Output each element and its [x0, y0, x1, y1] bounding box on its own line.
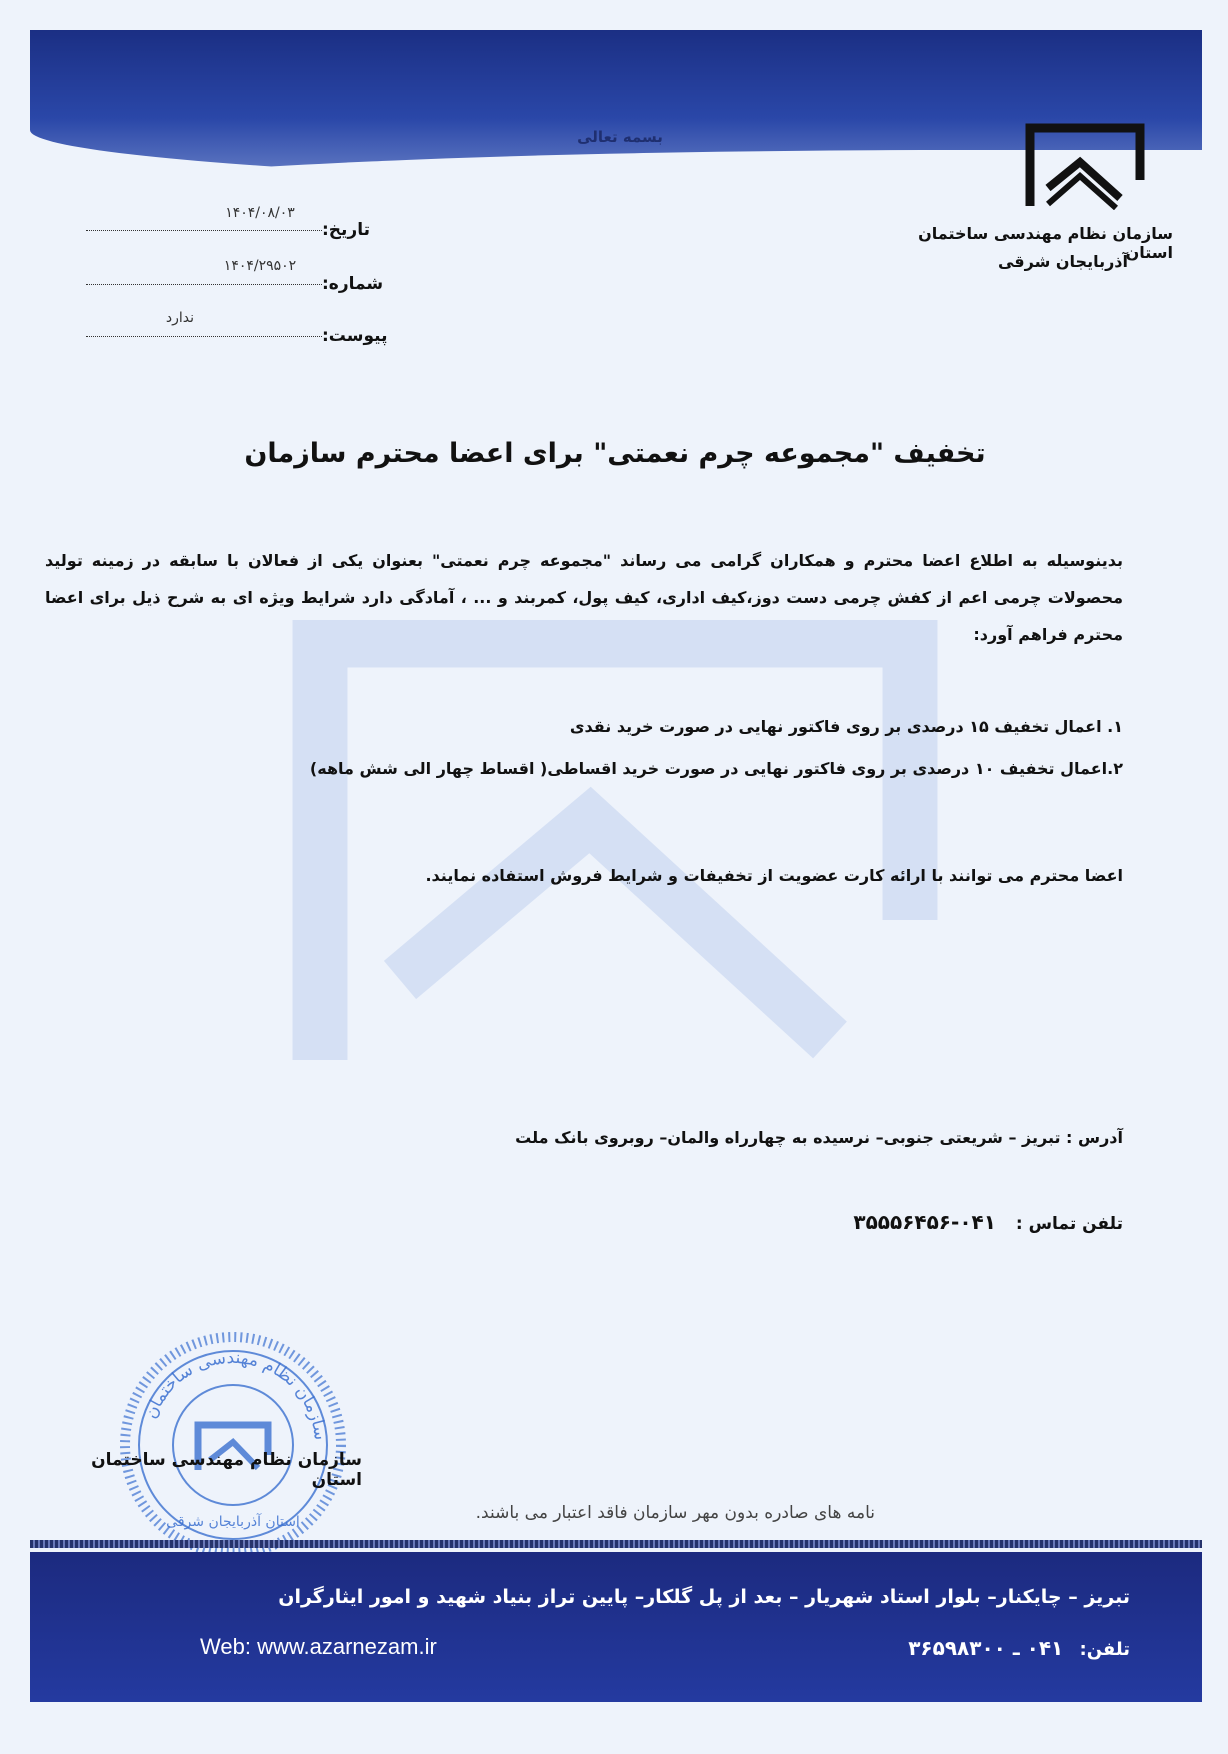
number-line: [86, 284, 322, 285]
validity-note: نامه های صادره بدون مهر سازمان فاقد اعتبار می باشند.: [475, 1503, 875, 1523]
org-province: آذربایجان شرقی: [997, 252, 1128, 271]
org-name: سازمان نظام مهندسی ساختمان استان: [918, 224, 1173, 262]
vendor-address: آدرس : تبریز – شریعتی جنوبی– نرسیده به چهارراه والمان– روبروی بانک ملت: [515, 1128, 1123, 1147]
phone-number: ۰۴۱-۳۵۵۵۶۴۵۶: [853, 1210, 996, 1234]
footer-phone-number: ۰۴۱ ـ ۳۶۵۹۸۳۰۰: [908, 1636, 1064, 1660]
bismillah: بسمه تعالی: [577, 128, 663, 146]
closing-text: اعضا محترم می توانند با ارائه کارت عضویت از تخفیفات و شرایط فروش استفاده نمایند.: [425, 866, 1123, 885]
letter-title: تخفیف "مجموعه چرم نعمتی" برای اعضا محترم سازمان: [244, 438, 986, 469]
vendor-phone: [500, 1210, 1123, 1234]
phone-label: تلفن تماس :: [1015, 1214, 1123, 1234]
footer-phone-label: تلفن:: [1079, 1639, 1130, 1660]
footer-phone: [908, 1636, 1130, 1660]
list-item: ۲.اعمال تخفیف ۱۰ درصدی بر روی فاکتور نهایی در صورت خرید اقساطی( اقساط چهار الی شش ماهه): [309, 759, 1123, 778]
number-value: ۱۴۰۴/۲۹۵۰۲: [223, 258, 297, 274]
list-item: ۱. اعمال تخفیف ۱۵ درصدی بر روی فاکتور نهایی در صورت خرید نقدی: [569, 717, 1123, 736]
stamp-bottom-text: استان آذربایجان شرقی: [166, 1514, 300, 1530]
date-label: تاریخ:: [322, 220, 370, 240]
footer-address: تبریز – چایکنار– بلوار استاد شهریار – بعد از پل گلکار– پایین تراز بنیاد شهید و امور ایثارگران: [278, 1586, 1130, 1608]
footer-strip: [30, 1540, 1202, 1548]
attachment-value: ندارد: [165, 310, 195, 326]
number-label: شماره:: [322, 274, 384, 294]
letterhead-footer: [30, 1552, 1202, 1702]
org-logo-icon: [1020, 118, 1150, 210]
date-value: ۱۴۰۴/۰۸/۰۳: [225, 205, 295, 221]
attachment-line: [86, 336, 322, 337]
official-stamp: [118, 1330, 348, 1560]
stamp-ring-text: سازمان نظام مهندسی ساختمان: [140, 1347, 331, 1442]
stamp-signature-label: سازمان نظام مهندسی ساختمان استان: [91, 1450, 362, 1490]
date-line: [86, 230, 322, 231]
attachment-label: پیوست:: [322, 326, 388, 346]
discount-list: [300, 706, 1123, 790]
letter-body: بدینوسیله به اطلاع اعضا محترم و همکاران گرامی می رساند "مجموعه چرم نعمتی" بعنوان یکی از فعالان با سابقه در زمینه تولید محصولات چرمی اعم از کفش چرمی دست دوز،کیف اداری، کیف پول، کمربند و ... ، آمادگی دارد شرایط ویژه ای به شرح ذیل برای اعضا محترم فراهم آورد:: [45, 551, 1123, 644]
footer-web[interactable]: Web: www.azarnezam.ir: [200, 1634, 437, 1659]
watermark-logo-icon: [290, 620, 950, 1080]
